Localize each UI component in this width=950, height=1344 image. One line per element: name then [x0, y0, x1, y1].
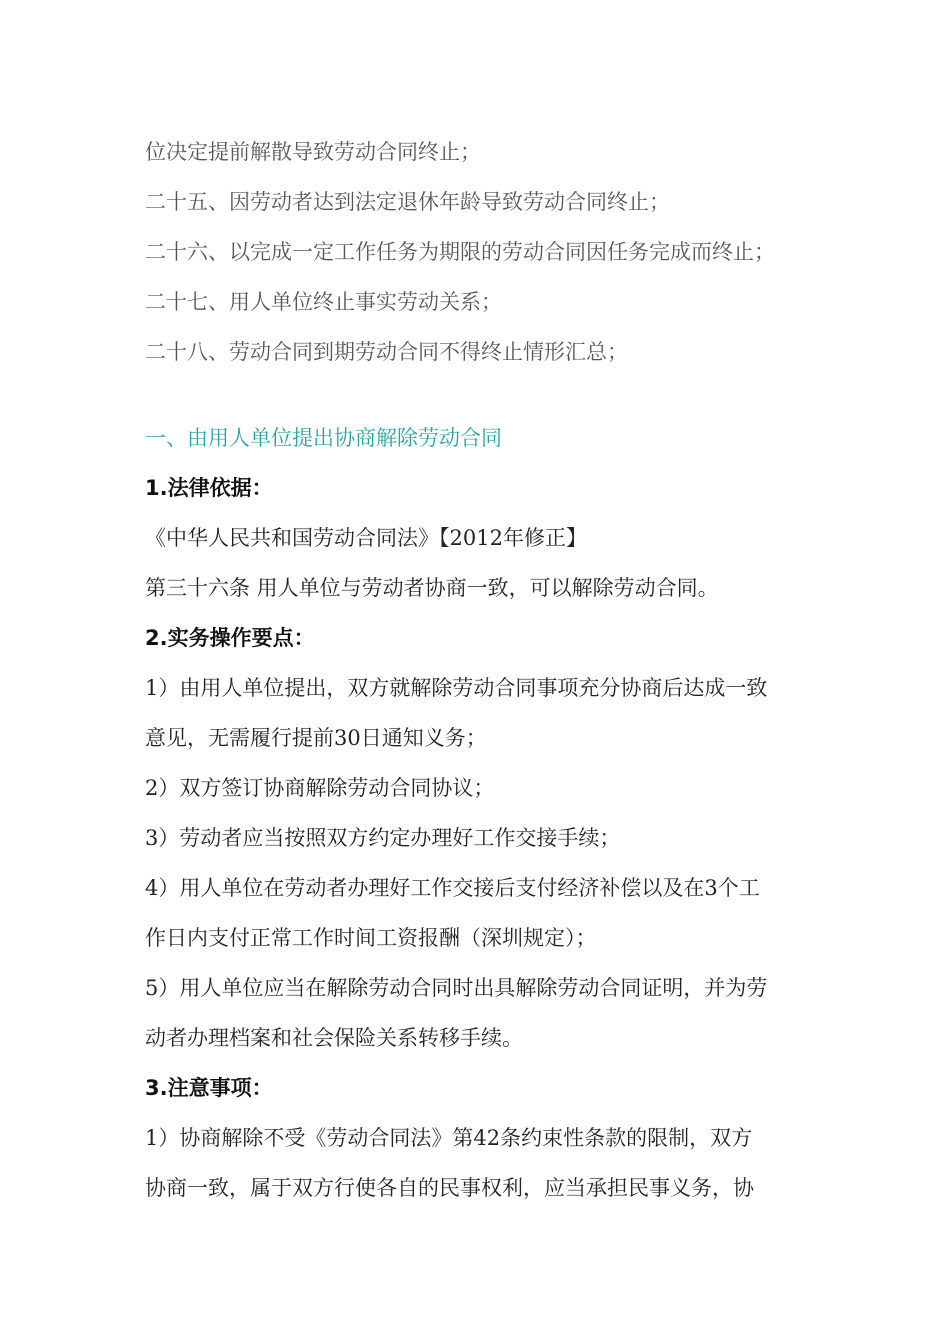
practice-line: 1）由用人单位提出，双方就解除劳动合同事项充分协商后达成一致	[145, 676, 768, 700]
intro-list-item: 二十五、因劳动者达到法定退休年龄导致劳动合同终止；	[145, 190, 670, 214]
practice-line: 3）劳动者应当按照双方约定办理好工作交接手续；	[145, 826, 621, 850]
section-title: 一、由用人单位提出协商解除劳动合同	[145, 426, 502, 450]
notes-heading: 3.注意事项：	[145, 1076, 273, 1100]
practice-line: 动者办理档案和社会保险关系转移手续。	[145, 1026, 523, 1050]
practice-line: 2）双方签订协商解除劳动合同协议；	[145, 776, 495, 800]
notes-line: 1）协商解除不受《劳动合同法》第42条约束性条款的限制，双方	[145, 1126, 753, 1150]
notes-line: 协商一致，属于双方行使各自的民事权利，应当承担民事义务，协	[145, 1176, 754, 1200]
law-name: 《中华人民共和国劳动合同法》【2012年修正】	[145, 526, 587, 550]
intro-list-item: 二十八、劳动合同到期劳动合同不得终止情形汇总；	[145, 340, 628, 364]
intro-list-item: 位决定提前解散导致劳动合同终止；	[145, 140, 481, 164]
practice-line: 5）用人单位应当在解除劳动合同时出具解除劳动合同证明，并为劳	[145, 976, 768, 1000]
practice-heading: 2.实务操作要点：	[145, 626, 315, 650]
intro-list-item: 二十七、用人单位终止事实劳动关系；	[145, 290, 502, 314]
practice-line: 4）用人单位在劳动者办理好工作交接后支付经济补偿以及在3个工	[145, 876, 760, 900]
practice-line: 意见，无需履行提前30日通知义务；	[145, 726, 487, 750]
intro-list-item: 二十六、以完成一定工作任务为期限的劳动合同因任务完成而终止；	[145, 240, 775, 264]
law-article: 第三十六条 用人单位与劳动者协商一致，可以解除劳动合同。	[145, 576, 719, 600]
legal-basis-heading: 1.法律依据：	[145, 476, 273, 500]
practice-line: 作日内支付正常工作时间工资报酬（深圳规定）；	[145, 926, 597, 950]
